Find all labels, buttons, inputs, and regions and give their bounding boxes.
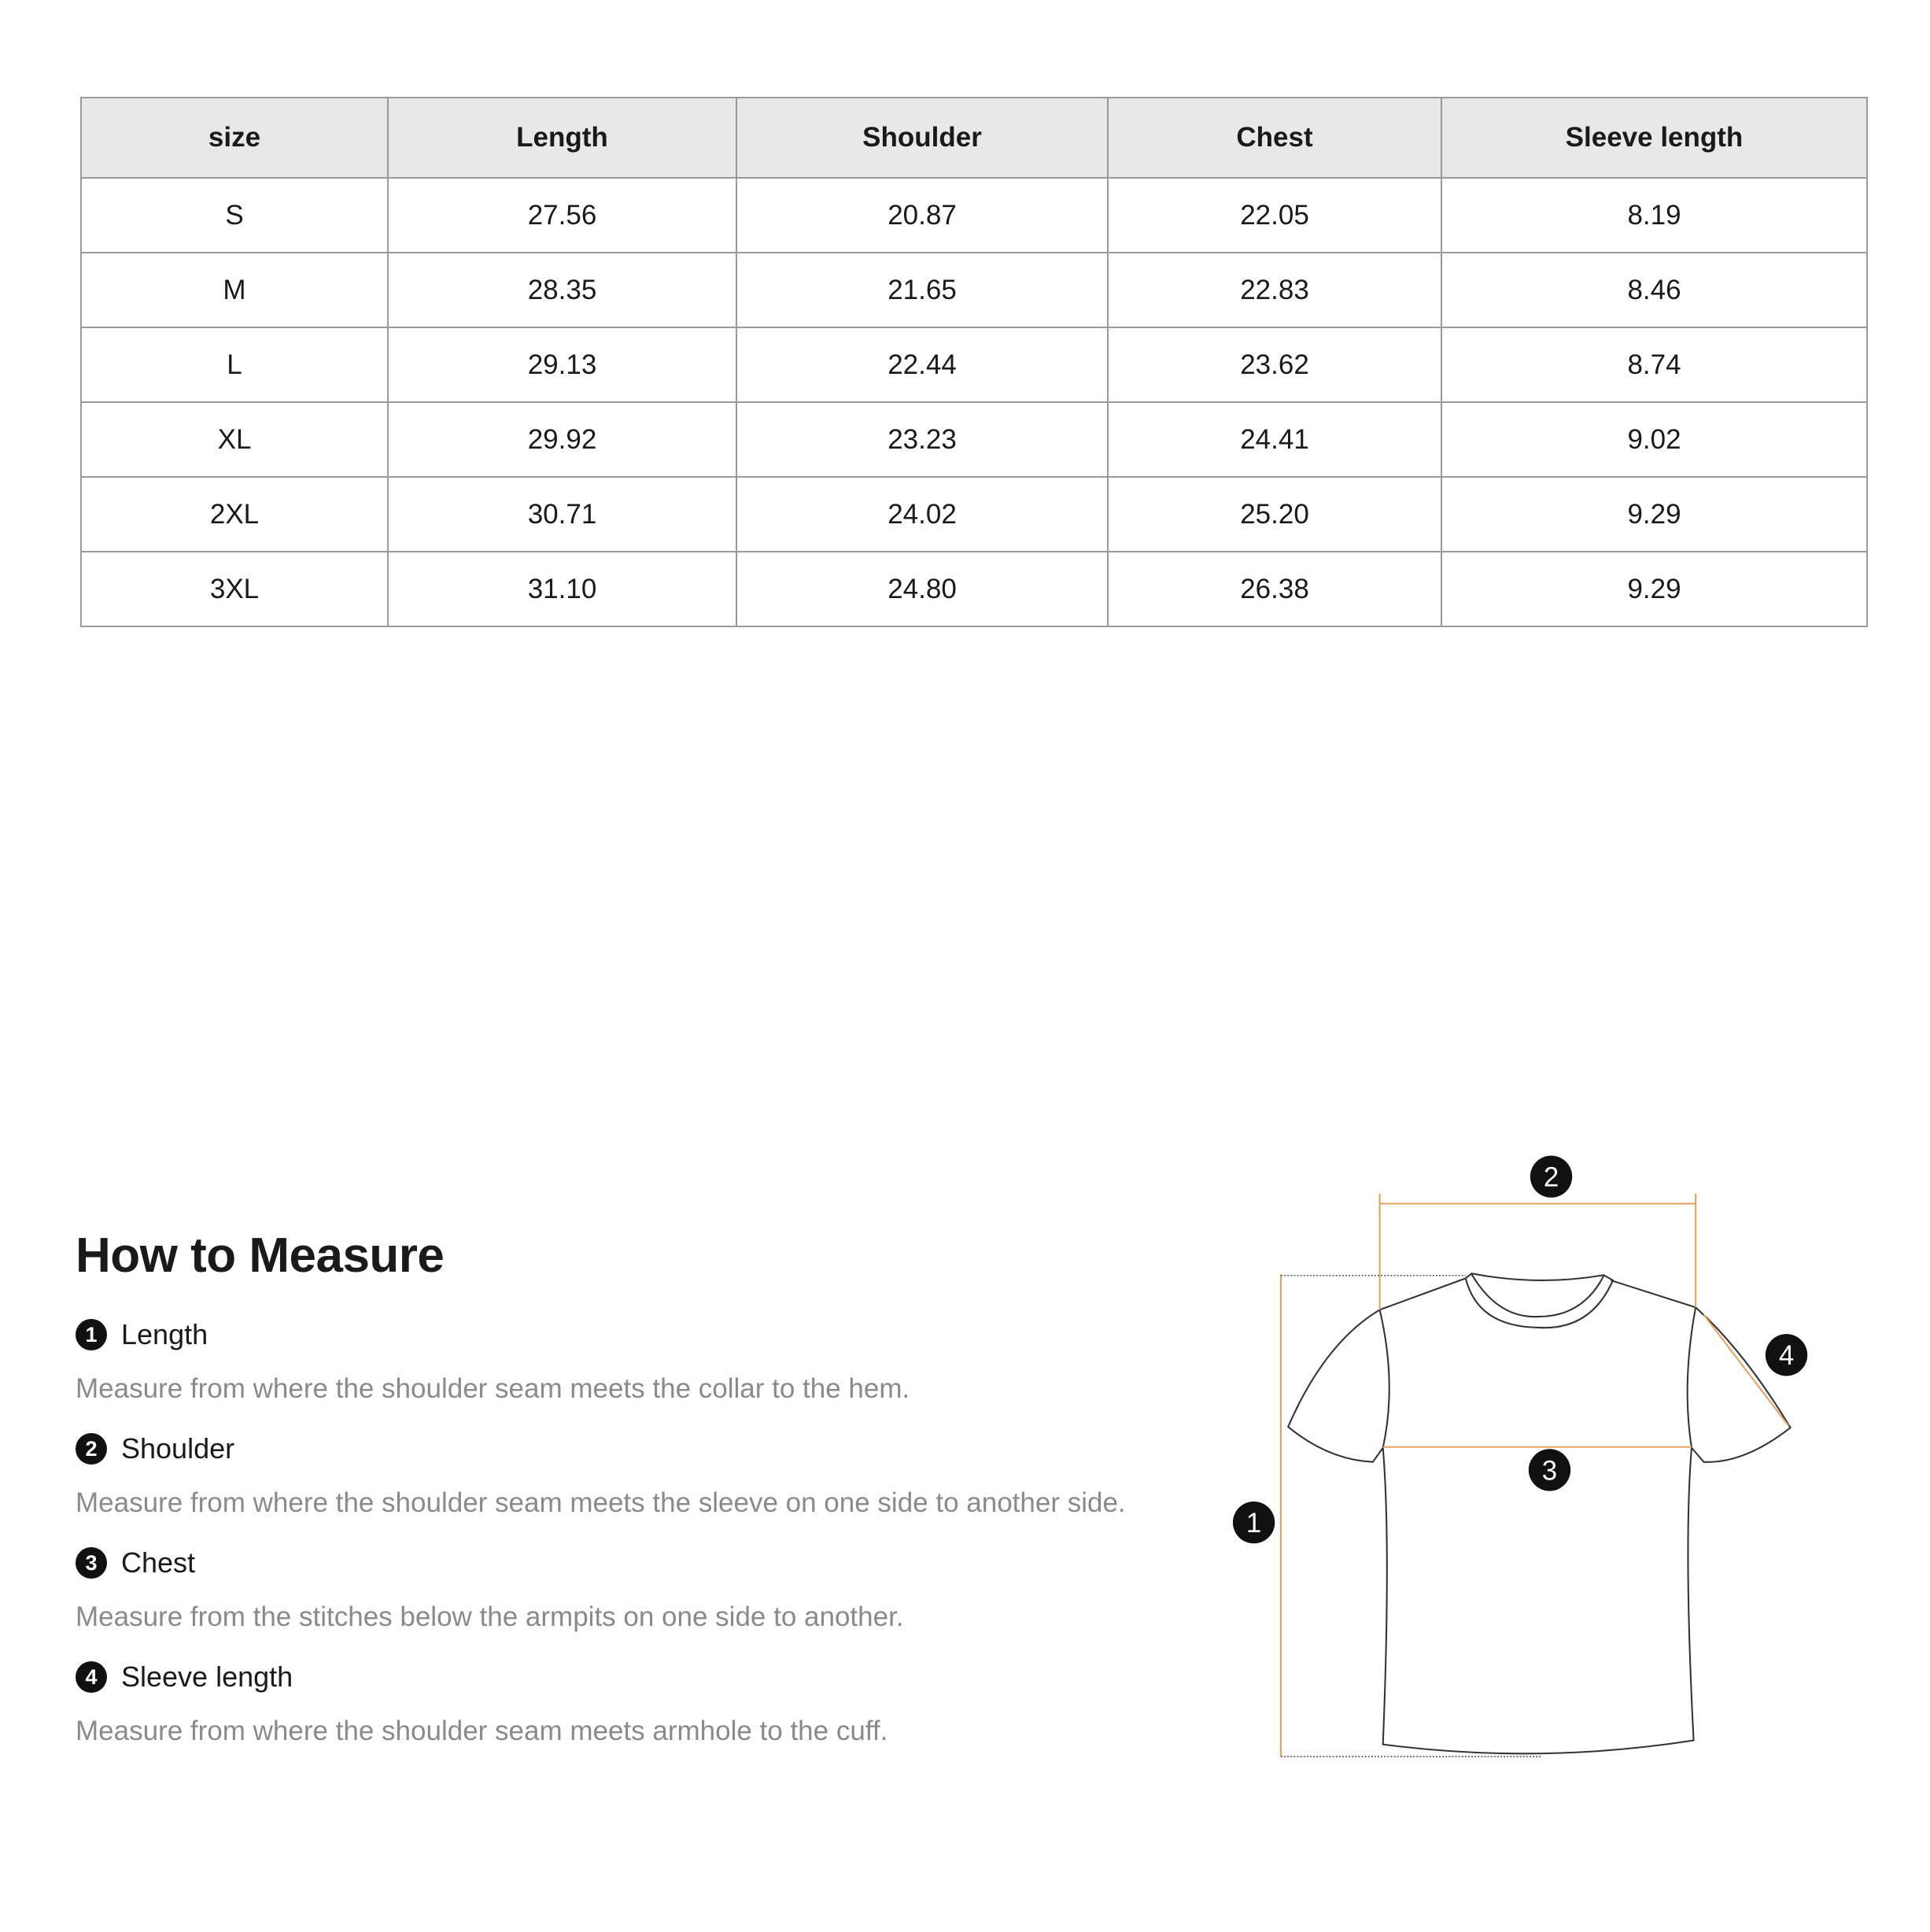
badge-4 — [1766, 1334, 1807, 1376]
how-to-measure-section — [76, 1228, 1126, 1746]
svg-text:4: 4 — [1778, 1340, 1795, 1372]
length-guides — [1281, 1276, 1542, 1757]
number-badge-icon: 3 — [76, 1547, 107, 1579]
table-cell-shoulder: 22.44 — [736, 327, 1108, 402]
table-row — [81, 253, 1867, 327]
table-cell-sleeve-length: 9.29 — [1441, 477, 1867, 552]
table-cell-length: 29.13 — [388, 327, 736, 402]
measure-label: Sleeve length — [121, 1660, 293, 1693]
table-cell-length: 30.71 — [388, 477, 736, 552]
badge-3 — [1529, 1449, 1570, 1491]
table-cell-size: S — [81, 178, 388, 253]
header-size: size — [81, 98, 388, 178]
number-badge-icon: 4 — [76, 1661, 107, 1693]
size-chart-table — [80, 97, 1868, 627]
table-cell-shoulder: 23.23 — [736, 402, 1108, 477]
table-cell-chest: 23.62 — [1108, 327, 1441, 402]
table-cell-length: 31.10 — [388, 552, 736, 626]
table-cell-chest: 22.83 — [1108, 253, 1441, 327]
table-cell-shoulder: 20.87 — [736, 178, 1108, 253]
table-cell-shoulder: 21.65 — [736, 253, 1108, 327]
table-cell-chest: 25.20 — [1108, 477, 1441, 552]
table-row — [81, 477, 1867, 552]
measure-description: Measure from where the shoulder seam meets the collar to the hem. — [76, 1373, 910, 1404]
badge-1 — [1233, 1502, 1275, 1543]
tshirt-outline — [1288, 1273, 1790, 1753]
table-cell-size: 2XL — [81, 477, 388, 552]
table-cell-size: M — [81, 253, 388, 327]
table-cell-sleeve-length: 8.74 — [1441, 327, 1867, 402]
table-cell-sleeve-length: 9.29 — [1441, 552, 1867, 626]
table-cell-sleeve-length: 8.19 — [1441, 178, 1867, 253]
measure-label: Length — [121, 1318, 208, 1350]
header-sleeve-length: Sleeve length — [1441, 98, 1867, 178]
table-cell-size: 3XL — [81, 552, 388, 626]
measure-description: Measure from where the shoulder seam meets armhole to the cuff. — [76, 1716, 888, 1746]
table-cell-chest: 26.38 — [1108, 552, 1441, 626]
table-cell-chest: 22.05 — [1108, 178, 1441, 253]
table-cell-length: 27.56 — [388, 178, 736, 253]
table-cell-size: XL — [81, 402, 388, 477]
table-cell-sleeve-length: 8.46 — [1441, 253, 1867, 327]
table-cell-shoulder: 24.80 — [736, 552, 1108, 626]
tshirt-diagram — [1220, 1141, 1849, 1865]
table-cell-chest: 24.41 — [1108, 402, 1441, 477]
header-shoulder: Shoulder — [736, 98, 1108, 178]
table-cell-size: L — [81, 327, 388, 402]
table-cell-sleeve-length: 9.02 — [1441, 402, 1867, 477]
measure-item-sleeve-length — [76, 1660, 1256, 1747]
table-cell-shoulder: 24.02 — [736, 477, 1108, 552]
number-badge-icon: 2 — [76, 1433, 107, 1465]
measure-label: Chest — [121, 1546, 196, 1579]
table-header-row — [81, 98, 1867, 178]
section-title: How to Measure — [76, 1228, 445, 1283]
table-row — [81, 178, 1867, 253]
svg-text:2: 2 — [1543, 1162, 1559, 1193]
table-row — [81, 327, 1867, 402]
badge-2 — [1530, 1155, 1572, 1197]
measure-item-chest — [76, 1546, 1256, 1633]
table-cell-length: 29.92 — [388, 402, 736, 477]
svg-text:3: 3 — [1541, 1455, 1558, 1487]
table-row — [81, 552, 1867, 626]
svg-text:1: 1 — [1245, 1507, 1262, 1539]
measure-description: Measure from the stitches below the armpits on one side to another. — [76, 1601, 904, 1632]
header-length: Length — [388, 98, 736, 178]
measure-description: Measure from where the shoulder seam meets the sleeve on one side to another side. — [76, 1487, 1126, 1518]
measure-item-length — [76, 1318, 1256, 1405]
header-chest: Chest — [1108, 98, 1441, 178]
table-cell-length: 28.35 — [388, 253, 736, 327]
measure-item-shoulder — [76, 1432, 1256, 1519]
table-row — [81, 402, 1867, 477]
measure-label: Shoulder — [121, 1432, 235, 1465]
number-badge-icon: 1 — [76, 1319, 107, 1350]
